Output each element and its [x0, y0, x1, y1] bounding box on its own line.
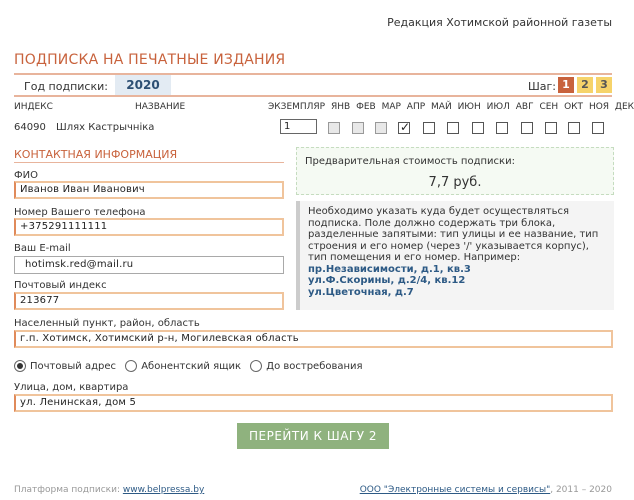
platform-link[interactable]: www.belpressa.by	[122, 485, 205, 495]
month-checkbox-сен[interactable]	[521, 122, 533, 134]
locality-input[interactable]: г.п. Хотимск, Хотимский р-н, Могилевская область	[14, 330, 613, 348]
month-header: АПР	[406, 102, 426, 112]
step-label: Шаг:	[528, 80, 556, 93]
month-checkbox-июн[interactable]	[447, 122, 459, 134]
option-label: До востребования	[266, 361, 363, 372]
month-header: ФЕВ	[356, 102, 376, 112]
next-step-button[interactable]: ПЕРЕЙТИ К ШАГУ 2	[237, 423, 389, 449]
month-checkbox-апр[interactable]	[398, 122, 410, 134]
section-divider	[14, 162, 284, 163]
month-checkbox-янв	[328, 122, 340, 134]
address-hint	[296, 201, 614, 310]
footer-company	[360, 485, 612, 495]
page-title: ПОДПИСКА НА ПЕЧАТНЫЕ ИЗДАНИЯ	[14, 52, 286, 68]
platform-label: Платформа подписки:	[14, 485, 120, 495]
footer-platform	[14, 485, 204, 495]
delivery-type-group	[14, 360, 369, 372]
publication-name: Шлях Кастрычніка	[56, 122, 155, 133]
delivery-option-postal[interactable]	[14, 360, 116, 372]
zip-input[interactable]: 213677	[14, 292, 284, 310]
zip-label: Почтовый индекс	[14, 280, 107, 291]
cost-value: 7,7 руб.	[428, 175, 482, 190]
month-header: ИЮН	[457, 102, 481, 112]
street-input[interactable]: ул. Ленинская, дом 5	[14, 394, 613, 412]
col-qty-header: ЭКЗЕМПЛЯР	[268, 102, 326, 112]
delivery-option-poste-restante[interactable]	[250, 360, 362, 372]
phone-label: Номер Вашего телефона	[14, 207, 146, 218]
month-checkbox-июл[interactable]	[472, 122, 484, 134]
year-bar	[14, 75, 612, 97]
radio-icon	[250, 360, 262, 372]
month-header: АВГ	[515, 102, 534, 112]
radio-icon	[14, 360, 26, 372]
hint-example: ул.Цветочная, д.7	[308, 286, 414, 298]
email-label: Ваш E-mail	[14, 243, 71, 254]
option-label: Абонентский ящик	[141, 361, 242, 372]
month-header: МАР	[381, 102, 401, 112]
month-checkbox-мар	[375, 122, 387, 134]
phone-input[interactable]: +375291111111	[14, 218, 284, 236]
months-header	[268, 102, 634, 112]
street-label: Улица, дом, квартира	[14, 382, 129, 393]
month-header: ДЕК	[614, 102, 634, 112]
month-checkbox-ноя[interactable]	[568, 122, 580, 134]
cost-panel	[296, 147, 614, 195]
hint-text-block	[308, 206, 610, 298]
month-checkbox-авг[interactable]	[496, 122, 508, 134]
step-1-indicator: 1	[558, 77, 574, 93]
month-checkbox-фев	[352, 122, 364, 134]
step-3-indicator: 3	[596, 77, 612, 93]
publication-index: 64090	[14, 122, 46, 133]
step-2-indicator: 2	[577, 77, 593, 93]
col-name-header: НАЗВАНИЕ	[135, 102, 186, 112]
delivery-option-pobox[interactable]	[125, 360, 241, 372]
copyright-years: , 2011 – 2020	[550, 485, 612, 495]
month-header: ОКТ	[564, 102, 584, 112]
cost-label: Предварительная стоимость подписки:	[305, 156, 515, 167]
month-header: ЯНВ	[331, 102, 351, 112]
month-checkbox-дек[interactable]	[592, 122, 604, 134]
fio-input[interactable]: Иванов Иван Иванович	[14, 181, 284, 199]
hint-text: Необходимо указать куда будет осуществляться подписка. Поле должно содержать три блока, разделенные запятыми: тип улицы и ее название, тип строения и его номер (через '/' указывается корпус), тип помещения и его номер. Например:	[308, 206, 599, 263]
col-index-header: ИНДЕКС	[14, 102, 53, 112]
month-header: ИЮЛ	[486, 102, 510, 112]
locality-label: Населенный пункт, район, область	[14, 318, 200, 329]
option-label: Почтовый адрес	[30, 361, 116, 372]
hint-example: пр.Независимости, д.1, кв.3	[308, 263, 471, 275]
company-link[interactable]: ООО "Электронные системы и сервисы"	[359, 485, 551, 495]
month-checkbox-май[interactable]	[423, 122, 435, 134]
month-header: МАЙ	[431, 102, 452, 112]
year-label: Год подписки:	[24, 80, 108, 93]
hint-example: ул.Ф.Скорины, д.2/4, кв.12	[308, 275, 466, 286]
year-selector[interactable]: 2020	[115, 75, 171, 95]
radio-icon	[125, 360, 137, 372]
org-name: Редакция Хотимской районной газеты	[387, 16, 612, 29]
month-header: СЕН	[539, 102, 559, 112]
fio-label: ФИО	[14, 170, 38, 181]
contact-section-title: КОНТАКТНАЯ ИНФОРМАЦИЯ	[14, 148, 178, 161]
quantity-input[interactable]: 1	[280, 119, 317, 134]
email-input[interactable]: hotimsk.red@mail.ru	[14, 256, 284, 274]
month-header: НОЯ	[588, 102, 610, 112]
month-checkbox-окт[interactable]	[545, 122, 557, 134]
